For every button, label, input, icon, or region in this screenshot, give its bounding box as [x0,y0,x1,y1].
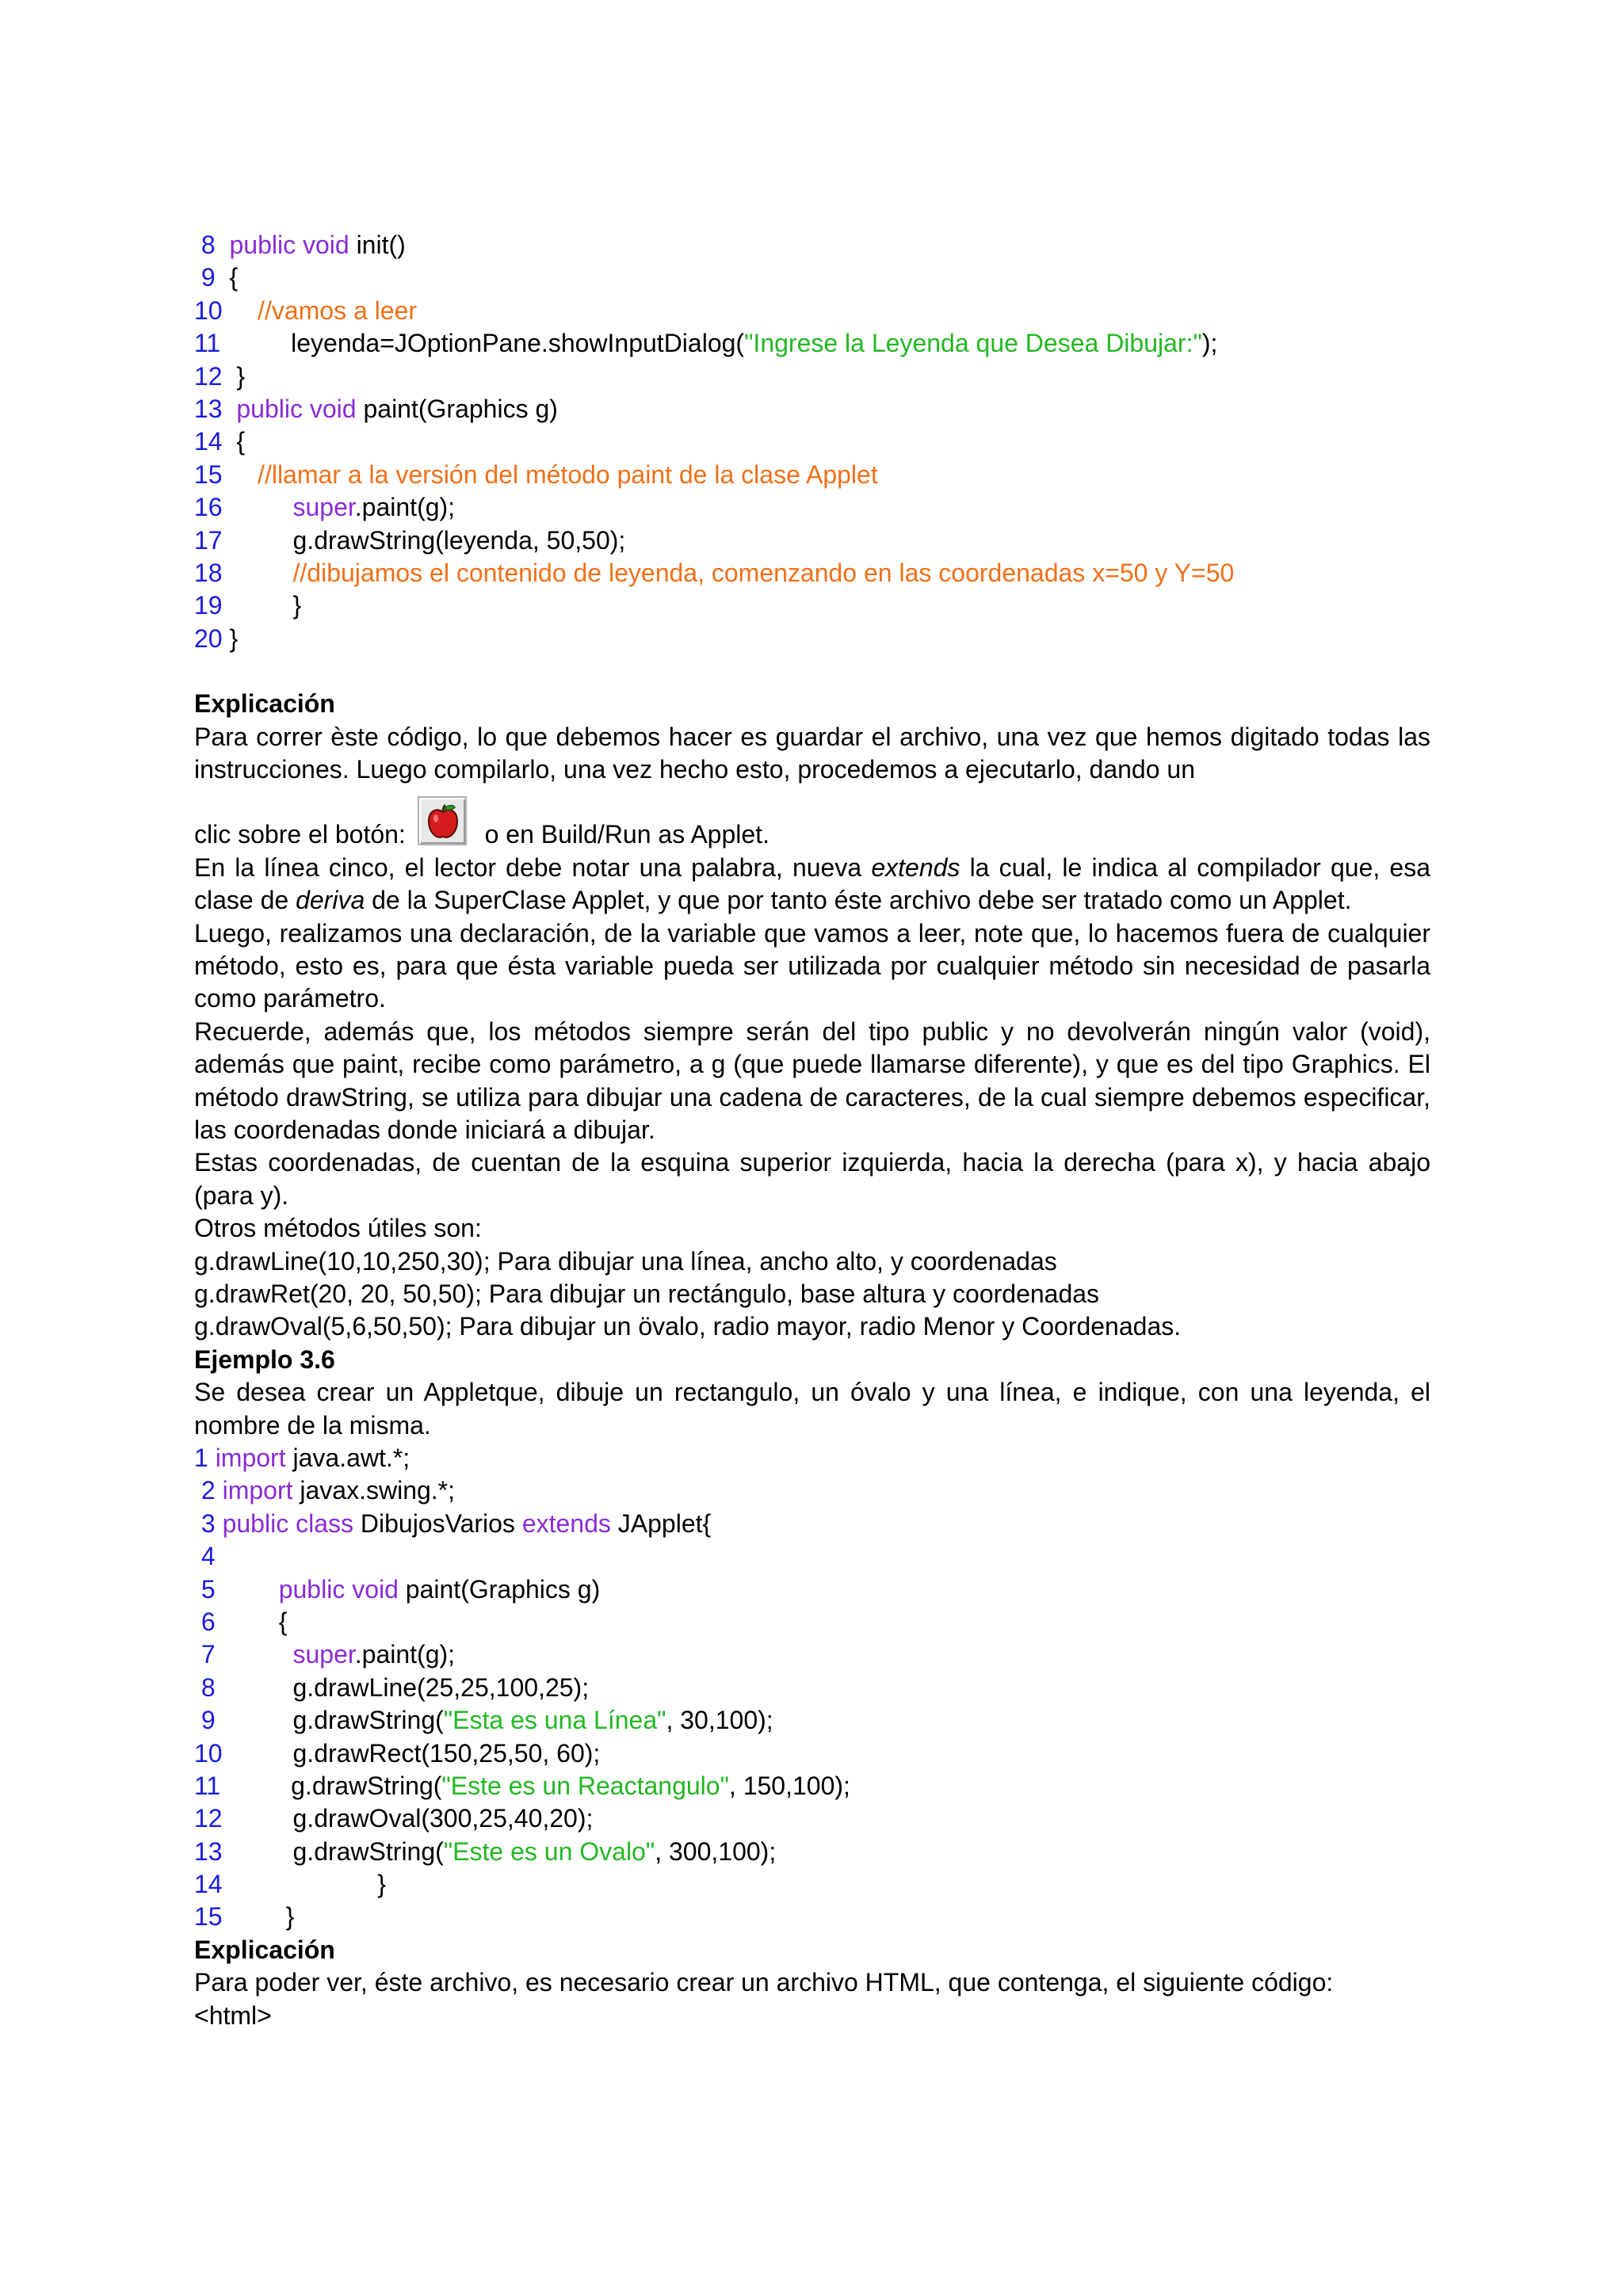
line-number: 12 [194,1804,223,1833]
line-number: 8 [194,231,216,259]
code-keyword: extends [521,1508,611,1538]
line-number: 13 [194,394,223,423]
code-line [194,1836,1430,1868]
code-text: , 30,100); [666,1706,773,1735]
code-keyword: super [292,1640,355,1669]
line-number: 16 [194,493,223,522]
code-text: g.drawLine(25,25,100,25); [292,1672,590,1702]
spacer [194,655,1430,688]
line-number: 14 [194,427,223,456]
line-number: 11 [194,329,221,358]
indent [208,1444,216,1472]
line-number: 17 [194,525,223,555]
code-line [194,1442,1430,1474]
code-text: g.drawRect(150,25,50, 60); [292,1738,601,1768]
text-run-italic: deriva [296,886,365,915]
code-text: paint(Graphics g) [398,1574,601,1604]
line-number: 18 [194,558,223,587]
code-text: { [278,1607,288,1636]
code-text: { [236,427,246,456]
code-line [194,229,1430,261]
indent [216,1575,279,1604]
line-number: 10 [194,296,223,325]
code-text: g.drawString(leyenda, 50,50); [292,525,626,555]
code-line [194,1770,1430,1802]
line-number: 15 [194,460,223,489]
code-line [194,1868,1430,1901]
code-text: java.awt.*; [285,1444,411,1472]
code-text: } [229,624,239,653]
section-heading-explicacion-2: Explicación [194,1935,335,1964]
code-line [194,360,1430,393]
code-line [194,459,1430,491]
line-number: 2 [194,1476,216,1505]
line-number: 5 [194,1574,216,1604]
code-string: "Este es un Ovalo" [443,1836,655,1866]
indent [220,1772,291,1800]
code-text: javax.swing.*; [292,1476,456,1505]
line-number: 4 [194,1542,216,1571]
line-number: 14 [194,1870,223,1899]
run-applet-button[interactable] [418,796,467,845]
line-number: 11 [194,1771,221,1800]
method-line: g.drawRet(20, 20, 50,50); Para dibujar un rectángulo, base altura y coordenadas [194,1279,1100,1308]
code-text: paint(Graphics g) [356,394,558,423]
paragraph-run-instructions: Para correr èste código, lo que debemos hacer es guardar el archivo, una vez que hemos digitado todas las instrucciones. Luego compilarlo, una vez hecho esto, procedemos a ejecutarlo, dando un [194,722,1430,784]
indent [223,1837,293,1866]
line-number: 7 [194,1640,216,1669]
line-number: 1 [194,1444,208,1472]
paragraph-methods: Recuerde, además que, los métodos siempre serán del tipo public y no devolverán ningún valor (void), además que paint, recibe como parámetro, a g (que puede llamarse diferente), y que es del tipo Graphics. El método drawString, se utiliza para dibujar una cadena de caracteres, de la cual siempre debemos especificar, las coordenadas donde iniciará a dibujar. [194,1016,1430,1144]
paragraph-html-file: Para poder ver, éste archivo, es necesario crear un archivo HTML, que contenga, el siguiente código: [194,1968,1334,1997]
code-keyword: public void [236,394,357,423]
code-listing-paint-init [194,229,1430,655]
code-comment: //llamar a la versión del método paint de la clase Applet [258,460,878,489]
code-string: "Ingrese la Leyenda que Desea Dibujar:" [744,329,1202,358]
indent [223,591,293,620]
code-line [194,1474,1430,1507]
code-text: g.drawString( [292,1836,444,1866]
text-run: la cual, le indica al compilador que, esa clase de [194,852,1431,915]
example-description: Se desea crear un Appletque, dibuje un rectangulo, un óvalo y una línea, e indique, con una leyenda, el nombre de la misma. [194,1378,1430,1440]
indent [223,296,258,325]
method-line: g.drawOval(5,6,50,50); Para dibujar un övalo, radio mayor, radio Menor y Coordenadas. [194,1312,1182,1341]
code-text: JApplet{ [610,1508,712,1538]
indent [216,1706,293,1734]
code-text: { [229,263,239,292]
indent [223,1739,293,1768]
code-line [194,1638,1430,1671]
code-comment: //dibujamos el contenido de leyenda, comenzando en las coordenadas x=50 y Y=50 [292,558,1235,587]
code-comment: //vamos a leer [258,296,418,325]
indent [223,460,258,489]
line-number: 12 [194,361,223,391]
code-line [194,425,1430,458]
indent [216,1476,223,1505]
indent [216,263,230,292]
indent [216,1673,293,1702]
code-line [194,1508,1430,1540]
paragraph-declaration: Luego, realizamos una declaración, de la variable que vamos a leer, note que, lo hacemos fuera de cualquier método, esto es, para que ésta variable pueda ser utilizada por cualquier método sin necesidad de pasarla como parámetro. [194,918,1430,1013]
code-line [194,524,1430,557]
code-line [194,557,1430,589]
code-text: init() [349,231,406,259]
method-line: g.drawLine(10,10,250,30); Para dibujar una línea, ancho alto, y coordenadas [194,1246,1057,1276]
line-number: 20 [194,624,223,653]
code-text: g.drawString( [291,1771,442,1800]
indent [223,493,293,521]
section-heading-explicacion: Explicación [194,689,335,719]
code-keyword: public void [278,1574,399,1604]
code-keyword: import [222,1476,293,1505]
line-number: 6 [194,1607,216,1636]
paragraph-coordinates: Estas coordenadas, de cuentan de la esquina superior izquierda, hacia la derecha (para x), y hacia abajo (para y). [194,1148,1430,1210]
text-run: de la SuperClase Applet, y que por tanto éste archivo debe ser tratado como un Applet. [365,886,1352,915]
run-button-suffix: o en Build/Run as Applet. [477,820,769,849]
code-text: leyenda=JOptionPane.showInputDialog( [291,329,745,358]
code-string: "Este es un Reactangulo" [441,1771,729,1800]
line-number: 19 [194,591,223,620]
code-text: , 150,100); [728,1771,850,1800]
line-number: 9 [194,1706,216,1735]
indent [223,362,237,391]
code-line [194,1737,1430,1770]
other-methods-label: Otros métodos útiles son: [194,1214,482,1243]
code-line [194,393,1430,425]
code-text: ); [1201,329,1218,358]
code-line [194,1540,1430,1573]
code-text: DibujosVarios [353,1508,522,1538]
code-line [194,1802,1430,1835]
line-number: 9 [194,263,216,292]
code-string: "Esta es una Línea" [443,1706,666,1735]
line-number: 15 [194,1902,223,1932]
code-line [194,327,1430,360]
code-line [194,1704,1430,1737]
code-keyword: import [215,1444,286,1472]
code-text: } [236,361,246,391]
indent [223,427,237,456]
code-text: } [292,591,302,620]
code-line [194,623,1430,655]
code-line [194,295,1430,327]
paragraph-extends [194,852,1430,917]
indent [216,1509,223,1538]
indent [223,1804,293,1833]
indent [216,231,230,259]
html-tag-line: <html> [194,2000,272,2030]
code-keyword: public class [222,1508,353,1538]
indent [223,1870,378,1898]
code-line [194,1901,1430,1933]
line-number: 3 [194,1508,216,1538]
run-button-line [194,787,1430,852]
code-line [194,261,1430,294]
code-text: .paint(g); [354,493,456,522]
code-text: , 300,100); [655,1836,777,1866]
code-keyword: public void [229,231,349,259]
indent [223,559,293,587]
indent [223,526,293,555]
code-text: } [377,1870,386,1899]
apple-icon [426,803,460,841]
text-run-italic: extends [871,852,960,882]
code-text: g.drawOval(300,25,40,20); [292,1804,594,1833]
line-number: 8 [194,1672,216,1702]
code-line [194,491,1430,524]
code-text: .paint(g); [354,1640,456,1669]
indent [220,329,291,357]
example-heading: Ejemplo 3.6 [194,1344,335,1374]
code-text: g.drawString( [292,1706,444,1735]
code-text: } [285,1902,295,1932]
indent [223,1902,286,1931]
indent [216,1640,293,1669]
indent [223,395,237,423]
code-line [194,1606,1430,1638]
code-line [194,589,1430,622]
code-line [194,1672,1430,1704]
code-line [194,1573,1430,1606]
run-button-prefix: clic sobre el botón: [194,820,413,849]
text-run: En la línea cinco, el lector debe notar una palabra, nueva [194,852,872,882]
document-page [194,229,1430,2032]
line-number: 13 [194,1836,223,1866]
line-number: 10 [194,1738,223,1768]
indent [216,1608,279,1636]
code-keyword: super [292,493,355,522]
code-listing-dibujos-varios [194,1442,1430,1934]
